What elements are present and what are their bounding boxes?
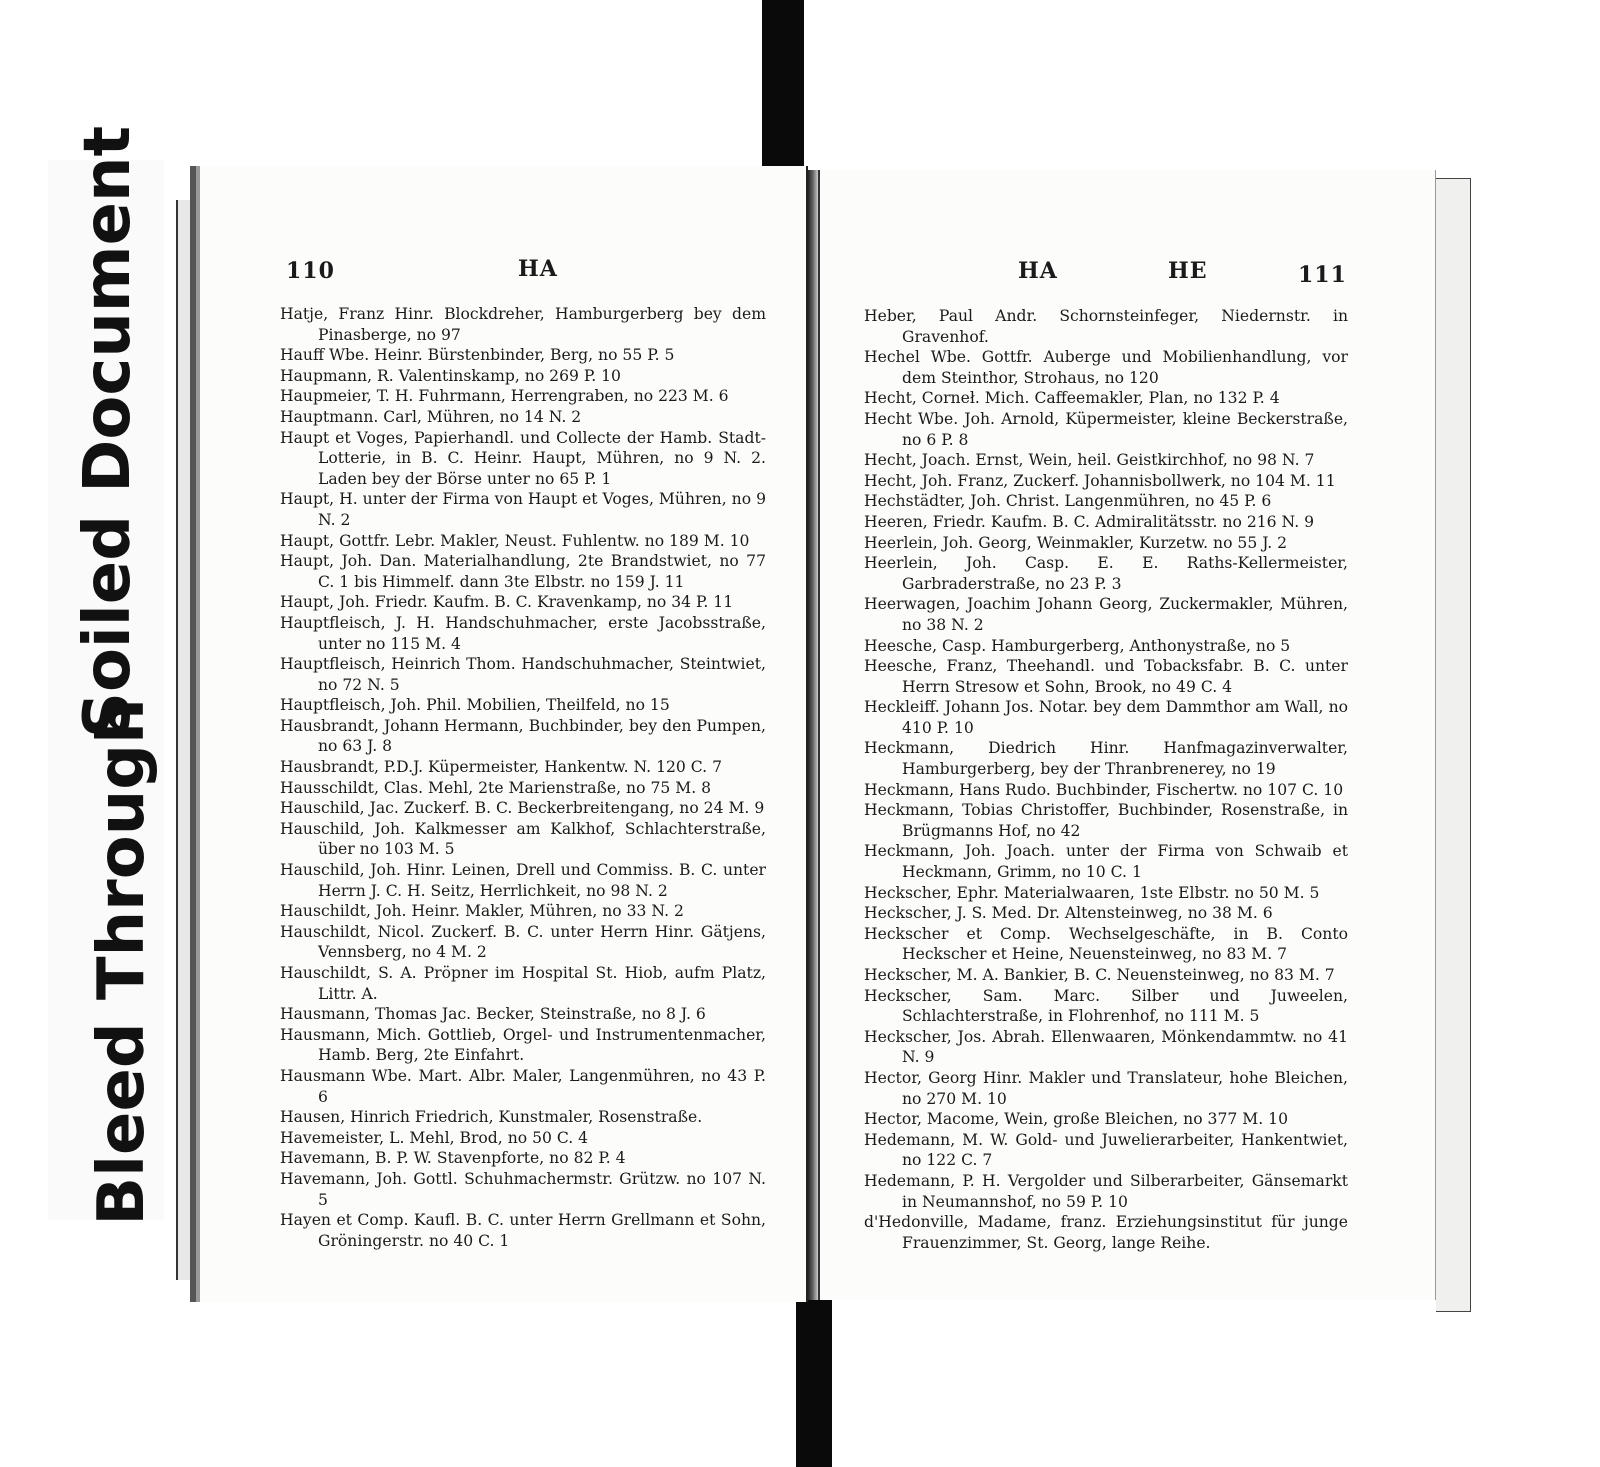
directory-entry: Hausschildt, Clas. Mehl, 2te Marienstraße, no 75 M. 8 xyxy=(280,778,712,797)
left-page-number: 110 xyxy=(286,258,335,284)
left-entry-list xyxy=(280,304,766,1251)
directory-entry: Heerlein, Joh. Casp. E. E. Raths-Kellermeister, Garbraderstraße, no 23 P. 3 xyxy=(864,554,1348,593)
directory-entry: Hauptfleisch, J. H. Handschuhmacher, erste Jacobsstraße, unter no 115 M. 4 xyxy=(280,613,766,653)
directory-entry: Hausbrandt, Johann Hermann, Buchbinder, bey den Pumpen, no 63 J. 8 xyxy=(280,716,766,756)
book-gutter xyxy=(808,170,818,1300)
directory-entry: Haupt, H. unter der Firma von Haupt et Voges, Mühren, no 9 N. 2 xyxy=(280,490,766,529)
directory-entry: Havemann, Joh. Gottl. Schuhmachermstr. Grützw. no 107 N. 5 xyxy=(280,1169,766,1209)
directory-entry: Hauschild, Joh. Kalkmesser am Kalkhof, Schlachterstraße, über no 103 M. 5 xyxy=(280,819,766,859)
directory-entry: Hausen, Hinrich Friedrich, Kunstmaler, Rosenstraße. xyxy=(280,1108,703,1127)
right-entry-list xyxy=(864,306,1348,1253)
right-page-header-he: HE xyxy=(1168,258,1208,284)
left-page-header: HA xyxy=(518,256,558,282)
directory-entry: Hecht, Joh. Franz, Zuckerf. Johannisbollwerk, no 104 M. 11 xyxy=(864,471,1336,490)
directory-entry: Hauschild, Jac. Zuckerf. B. C. Beckerbreitengang, no 24 M. 9 xyxy=(280,799,765,818)
directory-entry: Hausbrandt, P.D.J. Küpermeister, Hankentw. N. 120 C. 7 xyxy=(280,758,723,777)
right-page xyxy=(818,170,1436,1300)
directory-entry: Hechstädter, Joh. Christ. Langenmühren, no 45 P. 6 xyxy=(864,492,1272,511)
directory-entry: Hausmann Wbe. Mart. Albr. Maler, Langenmühren, no 43 P. 6 xyxy=(280,1066,766,1106)
directory-entry: Heckscher, M. A. Bankier, B. C. Neuensteinweg, no 83 M. 7 xyxy=(864,966,1335,984)
directory-entry: Heesche, Casp. Hamburgerberg, Anthonystraße, no 5 xyxy=(864,636,1291,655)
directory-entry: Hecht Wbe. Joh. Arnold, Küpermeister, kleine Beckerstraße, no 6 P. 8 xyxy=(864,409,1348,449)
directory-entry: Heckleiff. Johann Jos. Notar. bey dem Dammthor am Wall, no 410 P. 10 xyxy=(864,698,1348,737)
directory-entry: Hausmann, Thomas Jac. Becker, Steinstraße, no 8 J. 6 xyxy=(280,1005,706,1024)
directory-entry: Heber, Paul Andr. Schornsteinfeger, Niedernstr. in Gravenhof. xyxy=(864,307,1348,346)
directory-entry: Hatje, Franz Hinr. Blockdreher, Hamburgerberg bey dem Pinasberge, no 97 xyxy=(280,305,766,344)
bleed-through-label: Bleed Through xyxy=(85,698,159,1226)
directory-entry: Hedemann, M. W. Gold- und Juwelierarbeiter, Hankentwiet, no 122 C. 7 xyxy=(864,1130,1348,1170)
directory-entry: Heckscher, Jos. Abrah. Ellenwaaren, Mönkendammtw. no 41 N. 9 xyxy=(864,1027,1348,1067)
directory-entry: Heckmann, Hans Rudo. Buchbinder, Fischertw. no 107 C. 10 xyxy=(864,780,1344,799)
directory-entry: Heckscher et Comp. Wechselgeschäfte, in B. Conto Heckscher et Heine, Neuensteinweg, no 83 M. 7 xyxy=(864,924,1348,964)
directory-entry: Heerwagen, Joachim Johann Georg, Zuckermakler, Mühren, no 38 N. 2 xyxy=(864,595,1348,634)
bookmark-ribbon-top xyxy=(762,0,804,180)
directory-entry: d'Hedonville, Madame, franz. Erziehungsinstitut für junge Frauenzimmer, St. Georg, lange Reihe. xyxy=(864,1213,1348,1252)
right-page-header-ha: HA xyxy=(1018,258,1058,284)
directory-entry: Heckscher, Sam. Marc. Silber und Juweelen, Schlachterstraße, in Flohrenhof, no 111 M. 5 xyxy=(864,986,1348,1026)
directory-entry: Haupmeier, T. H. Fuhrmann, Herrengraben, no 223 M. 6 xyxy=(280,387,729,406)
directory-entry: Haupt, Gottfr. Lebr. Makler, Neust. Fuhlentw. no 189 M. 10 xyxy=(280,531,750,550)
directory-entry: Hauptmann. Carl, Mühren, no 14 N. 2 xyxy=(280,407,582,426)
directory-entry: Hecht, Corneł. Mich. Caffeemakler, Plan, no 132 P. 4 xyxy=(864,389,1280,408)
directory-entry: Heeren, Friedr. Kaufm. B. C. Admiralitätsstr. no 216 N. 9 xyxy=(864,512,1315,531)
directory-entry: Heckmann, Diedrich Hinr. Hanfmagazinverwalter, Hamburgerberg, bey der Thranbrenerey, no 19 xyxy=(864,739,1348,779)
directory-entry: Hayen et Comp. Kaufl. B. C. unter Herrn Grellmann et Sohn, Gröningerstr. no 40 C. 1 xyxy=(280,1211,766,1250)
directory-entry: Heckscher, J. S. Med. Dr. Altensteinweg, no 38 M. 6 xyxy=(864,904,1273,923)
directory-entry: Haupt, Joh. Dan. Materialhandlung, 2te Brandstwiet, no 77 C. 1 bis Himmelf. dann 3te Elbstr. no 159 J. 11 xyxy=(280,552,766,591)
soiled-document-label: Soiled Document xyxy=(71,125,145,739)
directory-entry: Havemann, B. P. W. Stavenpforte, no 82 P. 4 xyxy=(280,1149,626,1168)
directory-entry: Hauptfleisch, Joh. Phil. Mobilien, Theilfeld, no 15 xyxy=(280,696,670,715)
directory-entry: Hector, Macome, Wein, große Bleichen, no 377 M. 10 xyxy=(864,1110,1288,1129)
directory-entry: Heerlein, Joh. Georg, Weinmakler, Kurzetw. no 55 J. 2 xyxy=(864,533,1288,552)
directory-entry: Havemeister, L. Mehl, Brod, no 50 C. 4 xyxy=(280,1128,589,1147)
directory-entry: Hechel Wbe. Gottfr. Auberge und Mobilienhandlung, vor dem Steinthor, Strohaus, no 120 xyxy=(864,348,1348,387)
directory-entry: Heckscher, Ephr. Materialwaaren, 1ste Elbstr. no 50 M. 5 xyxy=(864,883,1320,902)
directory-entry: Heckmann, Joh. Joach. unter der Firma von Schwaib et Heckmann, Grimm, no 10 C. 1 xyxy=(864,842,1348,882)
directory-entry: Heckmann, Tobias Christoffer, Buchbinder, Rosenstraße, in Brügmanns Hof, no 42 xyxy=(864,801,1348,840)
directory-entry: Haupt et Voges, Papierhandl. und Collecte der Hamb. Stadt-Lotterie, in B. C. Heinr. Haupt, Mühren, no 9 N. 2. Laden bey der Börse unter no 65 P. 1 xyxy=(280,428,766,488)
book-right-edge xyxy=(1436,178,1471,1312)
directory-entry: Heesche, Franz, Theehandl. und Tobacksfabr. B. C. unter Herrn Stresow et Sohn, Brook, no 49 C. 4 xyxy=(864,657,1348,696)
directory-entry: Hauschild, Joh. Hinr. Leinen, Drell und Commiss. B. C. unter Herrn J. C. H. Seitz, Herrlichkeit, no 98 N. 2 xyxy=(280,861,766,900)
directory-entry: Hausmann, Mich. Gottlieb, Orgel- und Instrumentenmacher, Hamb. Berg, 2te Einfahrt. xyxy=(280,1025,766,1065)
bookmark-ribbon-bottom xyxy=(796,1300,832,1467)
directory-entry: Haupmann, R. Valentinskamp, no 269 P. 10 xyxy=(280,366,621,385)
directory-entry: Hauff Wbe. Heinr. Bürstenbinder, Berg, no 55 P. 5 xyxy=(280,346,675,365)
directory-entry: Hauschildt, S. A. Pröpner im Hospital St. Hiob, aufm Platz, Littr. A. xyxy=(280,964,766,1003)
directory-entry: Hauschildt, Nicol. Zuckerf. B. C. unter Herrn Hinr. Gätjens, Vennsberg, no 4 M. 2 xyxy=(280,922,766,962)
directory-entry: Hecht, Joach. Ernst, Wein, heil. Geistkirchhof, no 98 N. 7 xyxy=(864,451,1315,470)
directory-entry: Haupt, Joh. Friedr. Kaufm. B. C. Kravenkamp, no 34 P. 11 xyxy=(280,593,734,612)
directory-entry: Hedemann, P. H. Vergolder und Silberarbeiter, Gänsemarkt in Neumannshof, no 59 P. 10 xyxy=(864,1171,1348,1211)
directory-entry: Hauschildt, Joh. Heinr. Makler, Mühren, no 33 N. 2 xyxy=(280,902,684,921)
directory-entry: Hauptfleisch, Heinrich Thom. Handschuhmacher, Steintwiet, no 72 N. 5 xyxy=(280,655,766,694)
directory-entry: Hector, Georg Hinr. Makler und Translateur, hohe Bleichen, no 270 M. 10 xyxy=(864,1068,1348,1108)
left-page xyxy=(190,166,808,1302)
right-page-number: 111 xyxy=(1298,262,1347,288)
